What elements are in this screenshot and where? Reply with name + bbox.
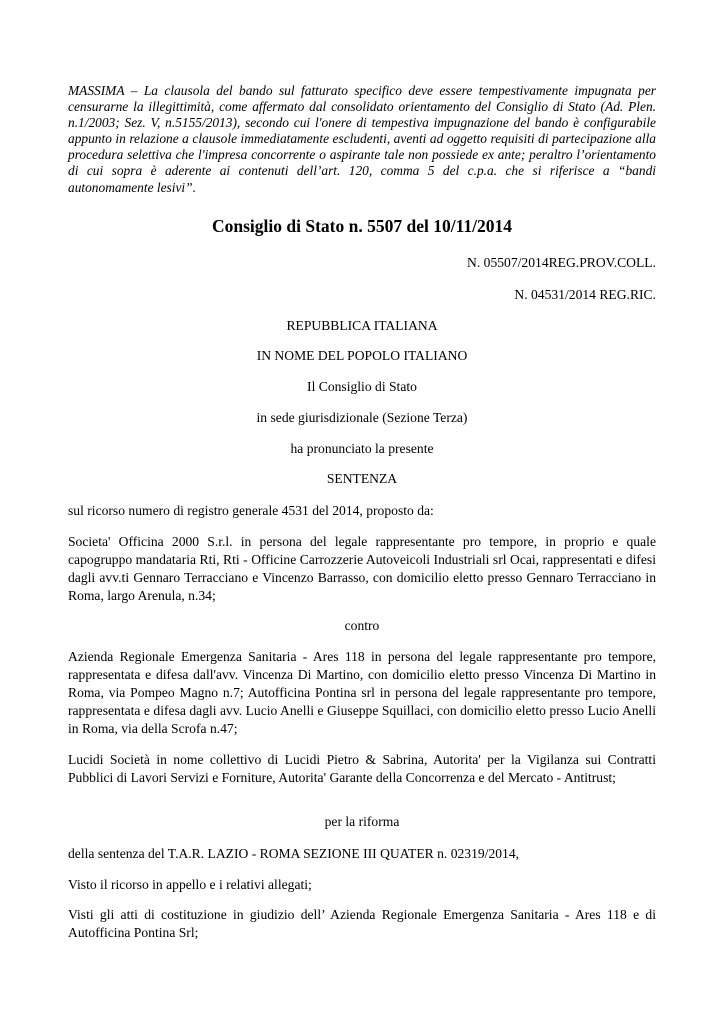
heading-in-nome: IN NOME DEL POPOLO ITALIANO [256, 348, 468, 363]
heading-sentenza: SENTENZA [326, 471, 398, 486]
altri-paragraph: Lucidi Società in nome collettivo di Lucidi Pietro & Sabrina, Autorita' per la Vigilanza sui Contratti Pubblici di Lavori Servizi e Forniture, Autorita' Garante della Concorrenza e del Mercato - Antitrust; [68, 752, 656, 785]
resistenti-paragraph: Azienda Regionale Emergenza Sanitaria - Ares 118 in persona del legale rappresentante pro tempore, rappresentata e difesa dall'avv. Vincenza Di Martino, con domicilio eletto presso Vincenza Di Martino in Roma, via Pompeo Magno n.7; Autofficina Pontina srl in persona del legale rappresentante pro tempore, rappresentata e difesa dagli avv. Lucio Anelli e Giuseppe Squillaci, con domicilio eletto presso Lucio Anelli in Roma, via della Scrofa n.47; [68, 649, 656, 736]
heading-republic: REPUBBLICA ITALIANA [286, 318, 438, 333]
per-la-riforma-line: per la riforma [324, 814, 400, 829]
massima-paragraph: MASSIMA – La clausola del bando sul fatturato specifico deve essere tempestivamente impugnata per censurarne la illegittimità, come affermato dal consolidato orientamento del Consiglio di Stato (Ad. Plen. n.1/2003; Sez. V, n.5155/2013), secondo cui l'onere di tempestiva impugnazione del bando è configurabile appunto in relazione a clausole immediatamente escludenti, aventi ad oggetto requisiti di partecipazione alla procedura selettiva che l'impresa concorrente o aspirante tale non possiede ex ante; peraltro l’orientamento di cui sopra è aderente ai contenuti dell’art. 120, comma 5 del c.p.a. che si riferisce a “bandi autonomamente lesivi”. [68, 83, 656, 195]
sentenza-tar-line: della sentenza del T.A.R. LAZIO - ROMA SEZIONE III QUATER n. 02319/2014, [68, 846, 520, 861]
document-title: Consiglio di Stato n. 5507 del 10/11/2014 [212, 216, 512, 236]
heading-sede: in sede giurisdizionale (Sezione Terza) [256, 410, 468, 425]
visto-line: Visto il ricorso in appello e i relativi allegati; [68, 877, 312, 892]
reg-prov-coll-number: N. 05507/2014REG.PROV.COLL. [467, 255, 656, 270]
ricorrente-paragraph: Societa' Officina 2000 S.r.l. in persona del legale rappresentante pro tempore, in proprio e quale capogruppo mandataria Rti, Rti - Officine Carrozzerie Autoveicoli Industriali srl Ocai, rappresentati e difesi dagli avv.ti Gennaro Terracciano e Vincenzo Barrasso, con domicilio eletto presso Gennaro Terracciano in Roma, largo Arenula, n.34; [68, 534, 656, 603]
contro-line: contro [344, 618, 380, 633]
reg-ric-number: N. 04531/2014 REG.RIC. [514, 287, 656, 302]
heading-court: Il Consiglio di Stato [307, 379, 417, 394]
ricorso-line: sul ricorso numero di registro generale 4531 del 2014, proposto da: [68, 503, 434, 518]
heading-pronunciato: ha pronunciato la presente [290, 441, 434, 456]
visti-paragraph: Visti gli atti di costituzione in giudizio dell’ Azienda Regionale Emergenza Sanitaria - Ares 118 e di Autofficina Pontina Srl; [68, 907, 656, 940]
